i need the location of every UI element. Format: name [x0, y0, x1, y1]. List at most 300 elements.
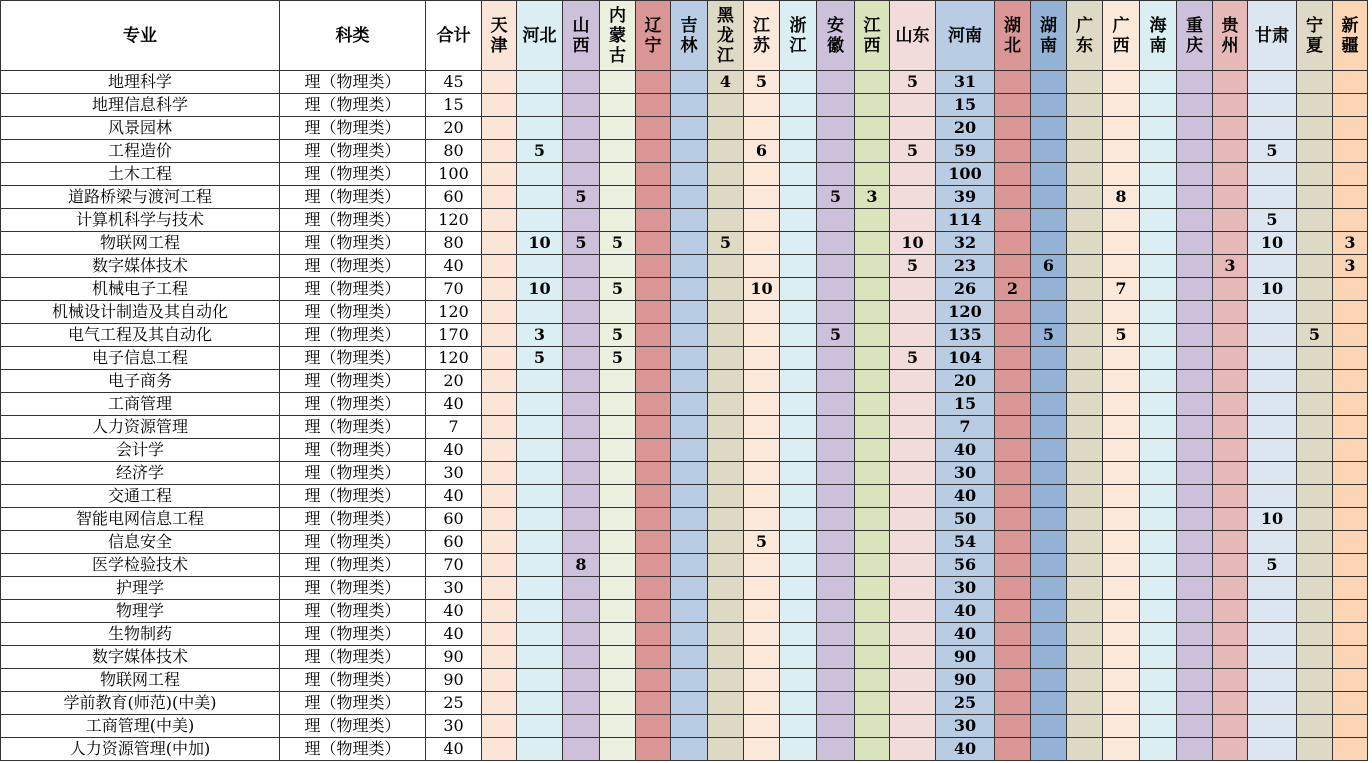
- table-row: [1, 577, 1368, 600]
- table-row: [1, 600, 1368, 623]
- quota-cell-jx: [855, 324, 890, 347]
- quota-cell-hn: [1140, 347, 1177, 370]
- quota-cell-gx: [1103, 163, 1140, 186]
- quota-cell-hun: [1031, 692, 1067, 715]
- quota-cell-ah: [817, 439, 855, 462]
- quota-cell-gd: [1067, 577, 1103, 600]
- total-cell: 40: [426, 439, 482, 462]
- quota-cell-gx: 5: [1103, 324, 1140, 347]
- quota-cell-heb: [517, 485, 563, 508]
- quota-cell-tj: [482, 301, 517, 324]
- quota-cell-hlj: [708, 416, 744, 439]
- province-header-xj: [1333, 1, 1368, 71]
- quota-cell-cq: [1177, 71, 1213, 94]
- quota-cell-gx: [1103, 347, 1140, 370]
- quota-cell-sx: [563, 485, 600, 508]
- quota-cell-xj: [1333, 531, 1368, 554]
- major-cell: 工程造价: [1, 140, 280, 163]
- quota-cell-hn: [1140, 600, 1177, 623]
- quota-cell-hun: [1031, 393, 1067, 416]
- quota-cell-nmg: [600, 577, 636, 600]
- quota-cell-heb: 5: [517, 347, 563, 370]
- quota-cell-xj: [1333, 692, 1368, 715]
- quota-cell-hlj: [708, 140, 744, 163]
- quota-cell-gz: [1213, 554, 1248, 577]
- quota-cell-xj: [1333, 71, 1368, 94]
- quota-cell-sx: [563, 439, 600, 462]
- quota-cell-gd: [1067, 393, 1103, 416]
- quota-cell-sd: [890, 646, 936, 669]
- quota-cell-nx: [1297, 439, 1333, 462]
- quota-cell-hn: [1140, 393, 1177, 416]
- category-cell: 理（物理类）: [280, 324, 426, 347]
- quota-cell-sx: [563, 646, 600, 669]
- quota-cell-hlj: [708, 393, 744, 416]
- quota-cell-hun: 5: [1031, 324, 1067, 347]
- quota-cell-jl: [671, 140, 708, 163]
- table-row: [1, 462, 1368, 485]
- quota-cell-heb: [517, 462, 563, 485]
- category-cell: 理（物理类）: [280, 646, 426, 669]
- quota-cell-ah: [817, 623, 855, 646]
- quota-cell-xj: [1333, 347, 1368, 370]
- quota-cell-hub: [995, 209, 1031, 232]
- quota-cell-cq: [1177, 163, 1213, 186]
- quota-cell-heb: [517, 439, 563, 462]
- quota-cell-ln: [636, 738, 671, 761]
- quota-cell-xj: [1333, 485, 1368, 508]
- quota-cell-heb: [517, 301, 563, 324]
- quota-cell-tj: [482, 715, 517, 738]
- quota-cell-zj: [780, 140, 817, 163]
- quota-cell-hlj: [708, 715, 744, 738]
- quota-cell-sx: [563, 416, 600, 439]
- quota-cell-sd: [890, 692, 936, 715]
- quota-cell-cq: [1177, 692, 1213, 715]
- quota-cell-jl: [671, 71, 708, 94]
- quota-cell-sx: [563, 301, 600, 324]
- quota-cell-hun: [1031, 209, 1067, 232]
- quota-cell-sd: [890, 600, 936, 623]
- category-header: 科类: [280, 1, 426, 71]
- quota-cell-nmg: 5: [600, 278, 636, 301]
- table-row: [1, 531, 1368, 554]
- total-cell: 60: [426, 531, 482, 554]
- quota-cell-hn: [1140, 278, 1177, 301]
- quota-cell-gd: [1067, 324, 1103, 347]
- quota-cell-hub: [995, 439, 1031, 462]
- quota-cell-gs: [1248, 255, 1297, 278]
- quota-cell-cq: [1177, 715, 1213, 738]
- quota-cell-hn: [1140, 508, 1177, 531]
- quota-cell-jx: [855, 393, 890, 416]
- quota-cell-ln: [636, 692, 671, 715]
- quota-cell-gx: [1103, 738, 1140, 761]
- quota-cell-gx: [1103, 577, 1140, 600]
- quota-cell-sd: [890, 669, 936, 692]
- quota-cell-sx: [563, 393, 600, 416]
- quota-cell-ah: [817, 301, 855, 324]
- quota-cell-jl: [671, 209, 708, 232]
- quota-cell-gd: [1067, 738, 1103, 761]
- quota-cell-hub: [995, 117, 1031, 140]
- quota-cell-hun: [1031, 117, 1067, 140]
- quota-cell-jx: [855, 600, 890, 623]
- quota-cell-hlj: [708, 324, 744, 347]
- quota-cell-nmg: [600, 186, 636, 209]
- quota-cell-hun: [1031, 370, 1067, 393]
- quota-cell-sx: [563, 117, 600, 140]
- quota-cell-heb: [517, 416, 563, 439]
- quota-cell-js: [744, 301, 780, 324]
- quota-cell-tj: [482, 623, 517, 646]
- province-name: 辽宁: [644, 15, 662, 56]
- quota-cell-zj: [780, 692, 817, 715]
- quota-cell-jl: [671, 669, 708, 692]
- quota-cell-nmg: [600, 370, 636, 393]
- quota-cell-js: [744, 232, 780, 255]
- quota-cell-js: 5: [744, 71, 780, 94]
- quota-cell-hlj: [708, 692, 744, 715]
- quota-cell-heb: [517, 71, 563, 94]
- major-cell: 物联网工程: [1, 669, 280, 692]
- major-cell: 学前教育(师范)(中美): [1, 692, 280, 715]
- quota-cell-gx: [1103, 117, 1140, 140]
- quota-cell-hlj: [708, 163, 744, 186]
- quota-cell-nx: [1297, 577, 1333, 600]
- quota-cell-hub: [995, 646, 1031, 669]
- quota-cell-heb: 10: [517, 278, 563, 301]
- quota-cell-gd: [1067, 232, 1103, 255]
- major-cell: 人力资源管理: [1, 416, 280, 439]
- quota-cell-hn: [1140, 462, 1177, 485]
- total-cell: 20: [426, 117, 482, 140]
- quota-cell-xj: [1333, 278, 1368, 301]
- quota-cell-hlj: [708, 347, 744, 370]
- quota-cell-heb: [517, 370, 563, 393]
- category-cell: 理（物理类）: [280, 715, 426, 738]
- major-cell: 工商管理: [1, 393, 280, 416]
- quota-cell-ah: [817, 416, 855, 439]
- major-cell: 数字媒体技术: [1, 646, 280, 669]
- quota-cell-gs: [1248, 462, 1297, 485]
- quota-cell-ah: 5: [817, 324, 855, 347]
- quota-cell-hub: [995, 94, 1031, 117]
- major-cell: 风景园林: [1, 117, 280, 140]
- quota-cell-ah: [817, 508, 855, 531]
- quota-cell-jx: [855, 646, 890, 669]
- category-cell: 理（物理类）: [280, 600, 426, 623]
- quota-cell-nmg: [600, 255, 636, 278]
- quota-cell-ln: [636, 117, 671, 140]
- major-cell: 护理学: [1, 577, 280, 600]
- quota-cell-hen: 25: [936, 692, 995, 715]
- quota-cell-gz: [1213, 577, 1248, 600]
- province-name: 湖南: [1040, 15, 1057, 56]
- quota-cell-ln: [636, 232, 671, 255]
- major-cell: 物联网工程: [1, 232, 280, 255]
- quota-cell-js: [744, 393, 780, 416]
- quota-cell-hub: [995, 577, 1031, 600]
- quota-cell-gz: [1213, 370, 1248, 393]
- major-cell: 医学检验技术: [1, 554, 280, 577]
- table-row: [1, 71, 1368, 94]
- quota-cell-ln: [636, 393, 671, 416]
- quota-cell-ah: [817, 255, 855, 278]
- quota-cell-jl: [671, 117, 708, 140]
- total-cell: 80: [426, 232, 482, 255]
- province-header-heb: [517, 1, 563, 71]
- quota-cell-ah: 5: [817, 186, 855, 209]
- quota-cell-hun: [1031, 232, 1067, 255]
- quota-cell-nx: [1297, 393, 1333, 416]
- quota-cell-gs: [1248, 393, 1297, 416]
- quota-cell-tj: [482, 71, 517, 94]
- quota-cell-hn: [1140, 140, 1177, 163]
- quota-cell-heb: [517, 508, 563, 531]
- quota-cell-ln: [636, 462, 671, 485]
- quota-cell-gx: [1103, 692, 1140, 715]
- quota-cell-js: [744, 577, 780, 600]
- quota-cell-ah: [817, 117, 855, 140]
- quota-cell-jx: [855, 508, 890, 531]
- quota-cell-nmg: [600, 163, 636, 186]
- total-cell: 120: [426, 347, 482, 370]
- quota-cell-js: [744, 209, 780, 232]
- quota-cell-gz: [1213, 462, 1248, 485]
- quota-cell-gd: [1067, 531, 1103, 554]
- quota-cell-jx: [855, 301, 890, 324]
- quota-cell-gz: [1213, 393, 1248, 416]
- quota-cell-nmg: [600, 71, 636, 94]
- quota-cell-ah: [817, 715, 855, 738]
- quota-cell-gz: [1213, 278, 1248, 301]
- quota-cell-js: 10: [744, 278, 780, 301]
- quota-cell-heb: 5: [517, 140, 563, 163]
- quota-cell-cq: [1177, 209, 1213, 232]
- total-cell: 15: [426, 94, 482, 117]
- quota-cell-gz: [1213, 439, 1248, 462]
- quota-cell-gz: [1213, 163, 1248, 186]
- quota-cell-hen: 104: [936, 347, 995, 370]
- quota-cell-hlj: [708, 669, 744, 692]
- quota-cell-heb: [517, 646, 563, 669]
- table-row: [1, 669, 1368, 692]
- quota-cell-gx: [1103, 715, 1140, 738]
- quota-cell-gs: [1248, 439, 1297, 462]
- quota-cell-hlj: [708, 94, 744, 117]
- quota-cell-gd: [1067, 71, 1103, 94]
- province-header-nx: [1297, 1, 1333, 71]
- quota-cell-sd: [890, 623, 936, 646]
- province-header-gs: [1248, 1, 1297, 71]
- quota-cell-xj: [1333, 324, 1368, 347]
- quota-cell-hn: [1140, 692, 1177, 715]
- category-cell: 理（物理类）: [280, 255, 426, 278]
- quota-cell-gs: [1248, 577, 1297, 600]
- quota-cell-js: [744, 669, 780, 692]
- quota-cell-gz: [1213, 531, 1248, 554]
- quota-cell-hen: 40: [936, 600, 995, 623]
- quota-cell-gs: [1248, 71, 1297, 94]
- quota-cell-ln: [636, 646, 671, 669]
- quota-cell-ln: [636, 485, 671, 508]
- major-cell: 智能电网信息工程: [1, 508, 280, 531]
- quota-cell-nmg: 5: [600, 232, 636, 255]
- quota-cell-gd: [1067, 646, 1103, 669]
- quota-cell-cq: [1177, 255, 1213, 278]
- quota-cell-zj: [780, 71, 817, 94]
- quota-cell-nx: [1297, 738, 1333, 761]
- quota-cell-jl: [671, 439, 708, 462]
- quota-cell-cq: [1177, 186, 1213, 209]
- quota-cell-gx: [1103, 301, 1140, 324]
- quota-cell-nmg: [600, 140, 636, 163]
- quota-cell-gx: [1103, 209, 1140, 232]
- quota-cell-gd: [1067, 370, 1103, 393]
- quota-cell-hlj: [708, 485, 744, 508]
- quota-cell-gz: [1213, 485, 1248, 508]
- quota-cell-zj: [780, 393, 817, 416]
- total-cell: 60: [426, 508, 482, 531]
- province-name: 重庆: [1186, 15, 1203, 56]
- quota-cell-gx: [1103, 646, 1140, 669]
- quota-cell-hn: [1140, 439, 1177, 462]
- quota-cell-hub: [995, 485, 1031, 508]
- quota-cell-gx: [1103, 531, 1140, 554]
- quota-cell-jx: [855, 439, 890, 462]
- quota-cell-jl: [671, 462, 708, 485]
- quota-cell-zj: [780, 94, 817, 117]
- quota-cell-cq: [1177, 278, 1213, 301]
- total-cell: 40: [426, 623, 482, 646]
- total-cell: 80: [426, 140, 482, 163]
- quota-cell-gz: [1213, 692, 1248, 715]
- quota-cell-js: [744, 462, 780, 485]
- quota-cell-hlj: 5: [708, 232, 744, 255]
- quota-cell-nx: [1297, 600, 1333, 623]
- quota-cell-hlj: [708, 370, 744, 393]
- quota-cell-hn: [1140, 255, 1177, 278]
- total-cell: 120: [426, 209, 482, 232]
- category-cell: 理（物理类）: [280, 186, 426, 209]
- quota-cell-hen: 59: [936, 140, 995, 163]
- quota-cell-jl: [671, 163, 708, 186]
- quota-cell-hlj: [708, 646, 744, 669]
- quota-cell-gd: [1067, 692, 1103, 715]
- quota-cell-ln: [636, 186, 671, 209]
- quota-cell-zj: [780, 646, 817, 669]
- quota-cell-gs: 5: [1248, 140, 1297, 163]
- quota-cell-hn: [1140, 669, 1177, 692]
- province-header-hun: [1031, 1, 1067, 71]
- quota-cell-hen: 26: [936, 278, 995, 301]
- quota-cell-sx: [563, 140, 600, 163]
- category-cell: 理（物理类）: [280, 738, 426, 761]
- major-cell: 地理科学: [1, 71, 280, 94]
- quota-cell-nmg: [600, 508, 636, 531]
- quota-cell-xj: [1333, 94, 1368, 117]
- category-cell: 理（物理类）: [280, 416, 426, 439]
- quota-cell-hun: [1031, 600, 1067, 623]
- quota-cell-gs: [1248, 347, 1297, 370]
- quota-cell-hn: [1140, 646, 1177, 669]
- quota-cell-nx: 5: [1297, 324, 1333, 347]
- quota-cell-hn: [1140, 715, 1177, 738]
- quota-cell-hub: [995, 232, 1031, 255]
- table-row: [1, 692, 1368, 715]
- quota-cell-hn: [1140, 623, 1177, 646]
- quota-cell-gx: [1103, 669, 1140, 692]
- category-cell: 理（物理类）: [280, 347, 426, 370]
- quota-cell-js: [744, 738, 780, 761]
- quota-cell-nx: [1297, 301, 1333, 324]
- quota-cell-hen: 90: [936, 669, 995, 692]
- quota-cell-ln: [636, 508, 671, 531]
- quota-cell-hun: [1031, 485, 1067, 508]
- quota-cell-tj: [482, 738, 517, 761]
- quota-cell-hun: [1031, 416, 1067, 439]
- quota-cell-js: [744, 623, 780, 646]
- total-cell: 170: [426, 324, 482, 347]
- quota-cell-jx: [855, 715, 890, 738]
- quota-cell-hn: [1140, 163, 1177, 186]
- quota-cell-ln: [636, 71, 671, 94]
- quota-cell-hen: 30: [936, 462, 995, 485]
- quota-cell-zj: [780, 462, 817, 485]
- quota-cell-xj: [1333, 669, 1368, 692]
- table-row: [1, 508, 1368, 531]
- quota-cell-zj: [780, 163, 817, 186]
- quota-cell-cq: [1177, 324, 1213, 347]
- quota-cell-gz: [1213, 186, 1248, 209]
- quota-cell-gd: [1067, 209, 1103, 232]
- quota-cell-hub: [995, 416, 1031, 439]
- quota-cell-jx: [855, 71, 890, 94]
- quota-cell-nmg: [600, 554, 636, 577]
- quota-cell-cq: [1177, 508, 1213, 531]
- quota-cell-sx: [563, 71, 600, 94]
- quota-cell-hlj: [708, 117, 744, 140]
- quota-cell-sd: 5: [890, 347, 936, 370]
- quota-cell-gz: [1213, 232, 1248, 255]
- quota-cell-hlj: [708, 209, 744, 232]
- quota-cell-hlj: [708, 462, 744, 485]
- quota-cell-gz: [1213, 209, 1248, 232]
- total-cell: 7: [426, 416, 482, 439]
- quota-cell-gx: 7: [1103, 278, 1140, 301]
- quota-cell-xj: [1333, 554, 1368, 577]
- quota-cell-gd: [1067, 301, 1103, 324]
- quota-cell-hen: 30: [936, 577, 995, 600]
- total-cell: 100: [426, 163, 482, 186]
- quota-cell-jl: [671, 715, 708, 738]
- quota-cell-hen: 32: [936, 232, 995, 255]
- quota-cell-sd: 10: [890, 232, 936, 255]
- quota-cell-hen: 20: [936, 370, 995, 393]
- quota-cell-cq: [1177, 623, 1213, 646]
- quota-cell-gz: [1213, 738, 1248, 761]
- quota-cell-ln: [636, 278, 671, 301]
- quota-cell-hn: [1140, 209, 1177, 232]
- quota-cell-nmg: [600, 738, 636, 761]
- quota-cell-cq: [1177, 646, 1213, 669]
- quota-cell-hun: [1031, 94, 1067, 117]
- category-cell: 理（物理类）: [280, 508, 426, 531]
- total-cell: 40: [426, 600, 482, 623]
- quota-cell-hub: [995, 738, 1031, 761]
- table-row: [1, 186, 1368, 209]
